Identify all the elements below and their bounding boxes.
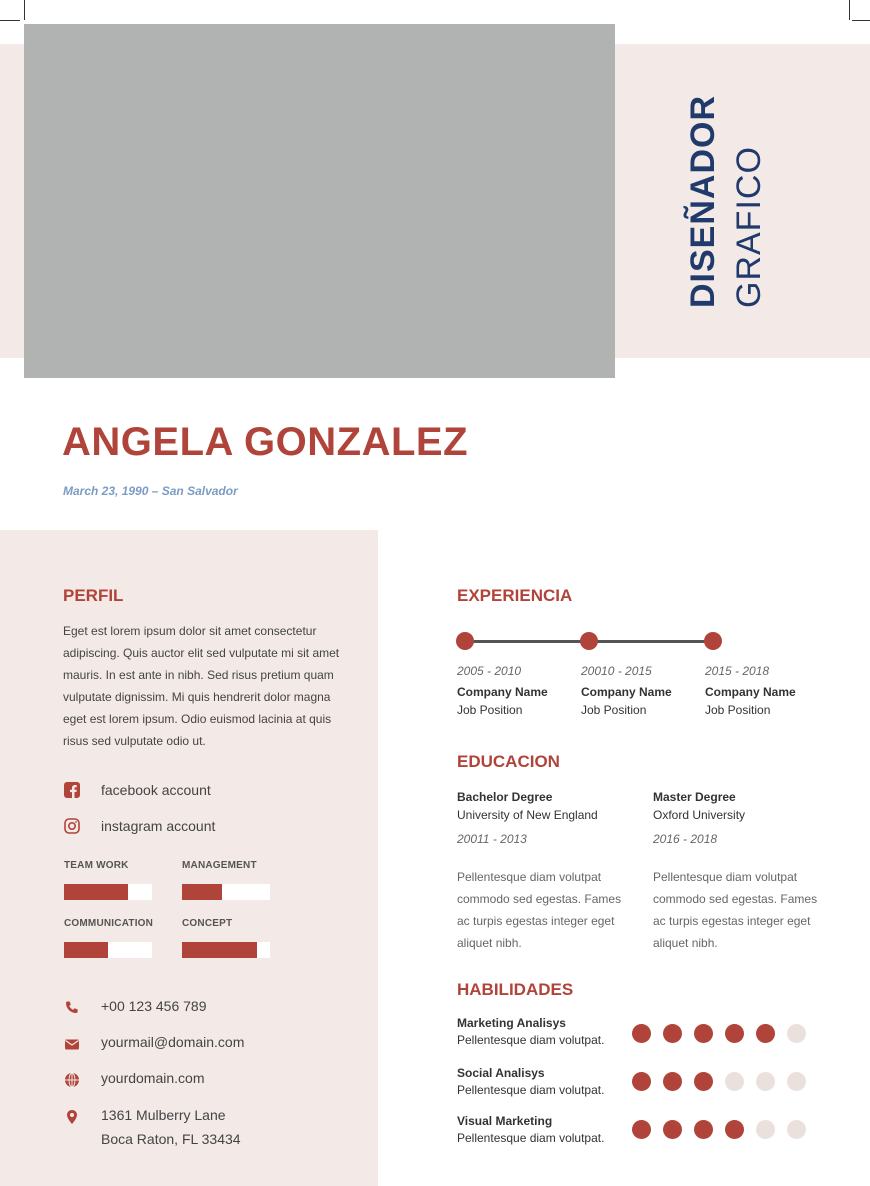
address-lines xyxy=(101,1103,241,1151)
experience-position: Job Position xyxy=(457,703,523,717)
ability-desc: Pellentesque diam volutpat. xyxy=(457,1083,605,1097)
timeline-dot-1 xyxy=(456,632,474,650)
rating-dot-filled xyxy=(725,1120,744,1139)
ability-item-1 xyxy=(457,1015,604,1049)
experience-date: 2005 - 2010 xyxy=(457,664,522,678)
skill-fill-teamwork xyxy=(64,884,128,900)
ability-item-3 xyxy=(457,1113,604,1147)
experience-position: Job Position xyxy=(581,703,647,717)
ability-item-2 xyxy=(457,1065,604,1099)
rating-dot-empty xyxy=(787,1024,806,1043)
profile-title: PERFIL xyxy=(63,586,124,605)
education-degree: Bachelor Degree xyxy=(457,790,553,804)
education-school: University of New England xyxy=(457,808,598,822)
contact-web[interactable] xyxy=(63,1070,205,1089)
rating-dot-filled xyxy=(694,1120,713,1139)
profile-photo-placeholder xyxy=(24,24,615,378)
rating-dot-filled xyxy=(663,1120,682,1139)
ability-desc: Pellentesque diam volutpat. xyxy=(457,1033,605,1047)
education-degree: Master Degree xyxy=(653,790,736,804)
phone-text: +00 123 456 789 xyxy=(101,998,207,1014)
ability-title: Visual Marketing xyxy=(457,1114,553,1128)
crop-mark-right xyxy=(849,0,850,20)
rating-dot-empty xyxy=(725,1072,744,1091)
email-text: yourmail@domain.com xyxy=(101,1034,245,1050)
education-item-1 xyxy=(457,788,627,954)
rating-dot-filled xyxy=(663,1072,682,1091)
rating-dot-empty xyxy=(756,1120,775,1139)
instagram-link[interactable] xyxy=(63,817,215,835)
experience-company: Company Name xyxy=(457,685,548,699)
rating-dot-filled xyxy=(725,1024,744,1043)
contact-email[interactable] xyxy=(63,1034,244,1053)
rating-dot-empty xyxy=(756,1072,775,1091)
crop-mark-left xyxy=(24,0,25,20)
profile-text: Eget est lorem ipsum dolor sit amet consectetur adipiscing. Quis auctor elit sed vulputate mi sit amet mauris. In est ante in nibh. Sed risus pretium quam vulputate dignissim. Mi quis hendrerit dolor magna eget est lorem ipsum. Odio euismod lacinia at quis risus sed vulputate odio ut. xyxy=(63,624,340,748)
experience-position: Job Position xyxy=(705,703,771,717)
address-line1: 1361 Mulberry Lane xyxy=(101,1107,226,1123)
location-pin-icon xyxy=(63,1108,81,1126)
facebook-icon xyxy=(63,781,81,799)
experience-item-3 xyxy=(705,662,825,719)
rating-dot-empty xyxy=(787,1120,806,1139)
rating-dot-empty xyxy=(787,1072,806,1091)
facebook-link[interactable] xyxy=(63,781,211,799)
skill-label-management: MANAGEMENT xyxy=(182,860,257,871)
experience-date: 2015 - 2018 xyxy=(705,664,770,678)
experience-company: Company Name xyxy=(705,685,796,699)
instagram-label: instagram account xyxy=(101,818,216,834)
job-title-light: GRAFICO xyxy=(730,146,768,308)
skill-label-communication: COMMUNICATION xyxy=(64,918,154,929)
experience-item-2 xyxy=(581,662,701,719)
ability-title: Social Analisys xyxy=(457,1066,545,1080)
rating-dot-filled xyxy=(694,1024,713,1043)
skill-bar-communication xyxy=(64,942,152,958)
ability-title: Marketing Analisys xyxy=(457,1016,566,1030)
contact-phone[interactable] xyxy=(63,998,207,1017)
birth-info: March 23, 1990 – San Salvador xyxy=(63,484,238,498)
skill-bar-management xyxy=(182,884,270,900)
experience-title: EXPERIENCIA xyxy=(457,586,573,605)
timeline-dot-3 xyxy=(704,632,722,650)
web-text: yourdomain.com xyxy=(101,1070,205,1086)
education-description: Pellentesque diam volutpat commodo sed egestas. Fames ac turpis egestas integer eget aliquet nibh. xyxy=(457,870,622,950)
education-school: Oxford University xyxy=(653,808,746,822)
education-title: EDUCACION xyxy=(457,752,560,771)
rating-dot-filled xyxy=(632,1072,651,1091)
email-icon xyxy=(63,1035,81,1053)
education-date: 20011 - 2013 xyxy=(457,832,527,846)
person-name: ANGELA GONZALEZ xyxy=(62,420,468,464)
skill-fill-communication xyxy=(64,942,108,958)
education-description: Pellentesque diam volutpat commodo sed egestas. Fames ac turpis egestas integer eget aliquet nibh. xyxy=(653,870,818,950)
phone-icon xyxy=(63,999,81,1017)
experience-date: 20010 - 2015 xyxy=(581,664,652,678)
ability-desc: Pellentesque diam volutpat. xyxy=(457,1131,605,1145)
crop-mark-right-h xyxy=(852,20,870,21)
job-title xyxy=(678,90,768,310)
abilities-title: HABILIDADES xyxy=(457,980,574,999)
skill-label-teamwork: TEAM WORK xyxy=(64,860,129,871)
address-line2: Boca Raton, FL 33434 xyxy=(101,1131,241,1147)
experience-company: Company Name xyxy=(581,685,672,699)
rating-dot-filled xyxy=(756,1024,775,1043)
education-item-2 xyxy=(653,788,823,954)
ability-rating-1 xyxy=(632,1024,806,1043)
facebook-label: facebook account xyxy=(101,782,211,798)
rating-dot-filled xyxy=(632,1024,651,1043)
crop-mark-left-h xyxy=(0,20,20,21)
rating-dot-filled xyxy=(694,1072,713,1091)
ability-rating-2 xyxy=(632,1072,806,1091)
skill-bar-teamwork xyxy=(64,884,152,900)
contact-address xyxy=(63,1103,241,1151)
rating-dot-filled xyxy=(663,1024,682,1043)
skill-fill-concept xyxy=(182,942,257,958)
skill-bar-concept xyxy=(182,942,270,958)
timeline-dot-2 xyxy=(580,632,598,650)
ability-rating-3 xyxy=(632,1120,806,1139)
globe-icon xyxy=(63,1071,81,1089)
education-date: 2016 - 2018 xyxy=(653,832,718,846)
skill-fill-management xyxy=(182,884,222,900)
skill-label-concept: CONCEPT xyxy=(182,918,233,929)
job-title-bold: DISEÑADOR xyxy=(684,94,722,308)
instagram-icon xyxy=(63,817,81,835)
experience-item-1 xyxy=(457,662,577,719)
rating-dot-filled xyxy=(632,1120,651,1139)
